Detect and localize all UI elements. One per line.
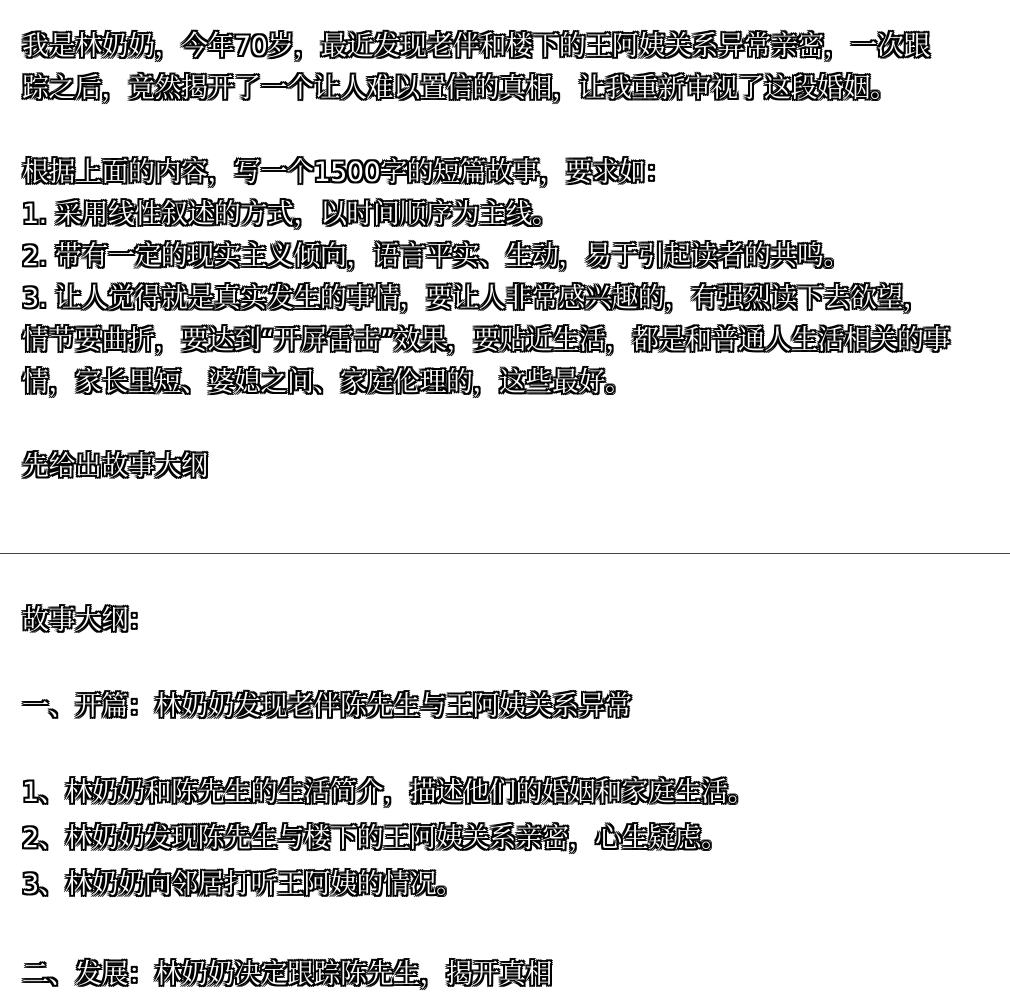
list-item: 1、林奶奶和陈先生的生活简介，描述他们的婚姻和家庭生活。 — [22, 777, 755, 808]
prompt-line: 情节要曲折，要达到“开屏雷击”效果，要贴近生活，都是和普通人生活相关的事 — [22, 325, 950, 356]
prompt-line: 情，家长里短、婆媳之间、家庭伦理的，这些最好。 — [22, 367, 632, 398]
prompt-line: 2. 带有一定的现实主义倾向，语言平实、生动，易于引起读者的共鸣。 — [22, 241, 850, 272]
divider — [0, 553, 1010, 554]
prompt-line: 根据上面的内容，写一个1500字的短篇故事，要求如： — [22, 157, 672, 188]
response-heading: 故事大纲： — [22, 605, 155, 636]
prompt-line: 踪之后，竟然揭开了一个让人难以置信的真相，让我重新审视了这段婚姻。 — [22, 73, 897, 104]
user-prompt — [22, 26, 997, 488]
prompt-line: 1. 采用线性叙述的方式，以时间顺序为主线。 — [22, 199, 559, 230]
prompt-line: 3. 让人觉得就是真实发生的事情，要让人非常感兴趣的，有强烈读下去欲望， — [22, 283, 930, 314]
section-title: 一、开篇：林奶奶发现老伴陈先生与王阿姨关系异常 — [22, 691, 632, 722]
assistant-response — [22, 600, 997, 996]
list-item: 3、林奶奶向邻居打听王阿姨的情况。 — [22, 869, 463, 900]
list-item: 2、林奶奶发现陈先生与楼下的王阿姨关系亲密，心生疑虑。 — [22, 823, 728, 854]
prompt-line: 先给出故事大纲 — [22, 451, 208, 482]
section-title: 二、发展：林奶奶决定跟踪陈先生，揭开真相 — [22, 959, 552, 990]
prompt-line: 我是林奶奶，今年70岁，最近发现老伴和楼下的王阿姨关系异常亲密，一次跟 — [22, 31, 930, 62]
